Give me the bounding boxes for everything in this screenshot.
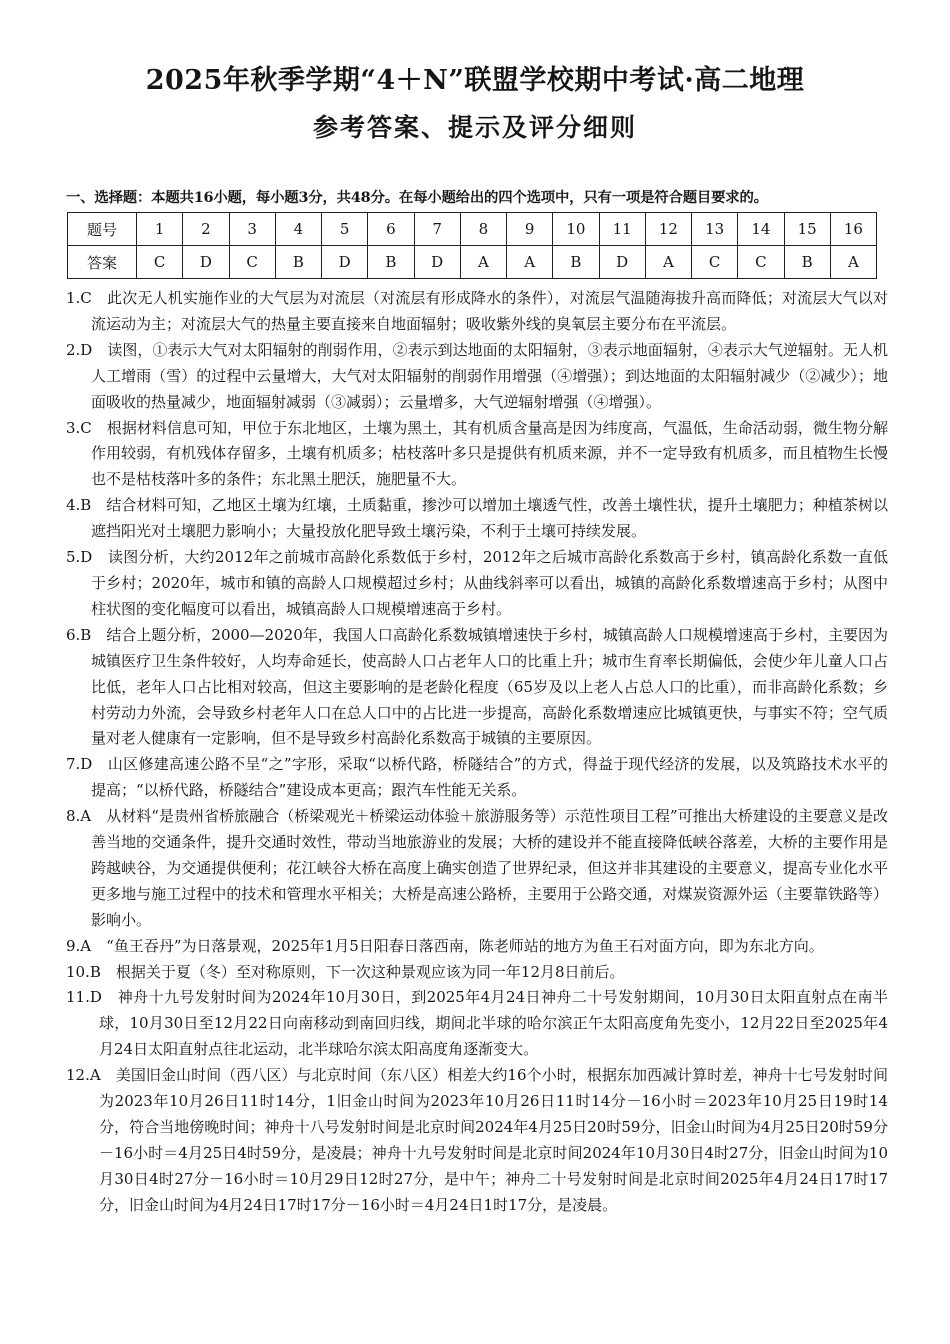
question-number: 5 [322, 213, 368, 246]
answer-cell: D [599, 246, 645, 279]
explanation-item [66, 623, 888, 753]
explanation-item [66, 286, 888, 338]
explanation-item [66, 416, 888, 494]
item-number: 9.A [66, 936, 92, 955]
item-number: 12.A [66, 1066, 101, 1085]
section-heading: 一、选择题：本题共16小题，每小题3分，共48分。在每小题给出的四个选项中，只有一项是符合题目要求的。 [66, 189, 768, 206]
explanation-item [66, 752, 888, 804]
item-text: 读图分析，大约2012年之前城市高龄化系数低于乡村，2012年之后城市高龄化系数高于乡村，镇高龄化系数一直低于乡村；2020年，城市和镇的高龄人口规模超过乡村；从曲线斜率可以看出，城镇的高龄化系数增速高于乡村；从图中柱状图的变化幅度可以看出，城镇高龄人口规模增速高于乡村。 [91, 548, 888, 618]
question-number: 7 [414, 213, 460, 246]
answer-cell: C [738, 246, 784, 279]
item-number: 10.B [66, 962, 101, 981]
answer-table [67, 212, 877, 279]
page-subtitle: 参考答案、提示及评分细则 [312, 113, 637, 142]
item-text: 结合上题分析，2000—2020年，我国人口高龄化系数城镇增速快于乡村，城镇高龄人口规模增速高于乡村，主要因为城镇医疗卫生条件较好，人均寿命延长，使高龄人口占老年人口的比重上升；城市生育率长期偏低，会使少年儿童人口占比低，老年人口占比相对较高，但这主要影响的是老龄化程度（65岁及以上老人占总人口的比重），而非高龄化系数；乡村劳动力外流，会导致乡村老年人口在总人口中的占比进一步提高，高龄化系数增速应比城镇更快，与事实不符；空气质量对老人健康有一定影响，但不是导致乡村高龄化系数高于城镇的主要原因。 [91, 625, 888, 748]
item-text: 结合材料可知，乙地区土壤为红壤，土质黏重，掺沙可以增加土壤透气性，改善土壤性状，提升土壤肥力；种植茶树以遮挡阳光对土壤肥力影响小；大量投放化肥导致土壤污染，不利于土壤可持续发展。 [91, 496, 888, 541]
item-text: 神舟十九号发射时间为2024年10月30日，到2025年4月24日神舟二十号发射期间，10月30日太阳直射点在南半球，10月30日至12月22日向南移动到南回归线，期间北半球的哈尔滨正午太阳高度角先变小，12月22日至2025年4月24日太阳直射点往北运动，北半球哈尔滨太阳高度角逐渐变大。 [99, 988, 888, 1059]
item-number: 4.B [66, 496, 92, 515]
item-number: 2.D [66, 340, 93, 359]
answer-cell: B [784, 246, 830, 279]
item-text: 从材料“是贵州省桥旅融合（桥梁观光＋桥梁运动体验＋旅游服务等）示范性项目工程”可推出大桥建设的主要意义是改善当地的交通条件，提升交通时效性，带动当地旅游业的发展；大桥的建设并不能直接降低峡谷落差，大桥的主要作用是跨越峡谷，为交通提供便利；花江峡谷大桥在高度上确实创造了世界纪录，但这并非其建设的主要意义，提高专业化水平更多地与施工过程中的技术和管理水平相关；大桥是高速公路桥，主要用于公路交通，对煤炭资源外运（主要靠铁路等）影响小。 [91, 807, 888, 929]
item-number: 1.C [66, 289, 92, 307]
question-number: 16 [830, 213, 876, 246]
answer-cell: A [645, 246, 691, 279]
explanation-item [66, 934, 888, 960]
question-number: 10 [553, 213, 599, 246]
explanations-list [66, 286, 888, 1219]
item-text: 根据关于夏（冬）至对称原则，下一次这种景观应该为同一年12月8日前后。 [115, 962, 625, 981]
explanation-item [66, 493, 888, 545]
question-number: 13 [692, 213, 738, 246]
answer-cell: A [507, 246, 553, 279]
explanation-item [66, 960, 888, 986]
table-row-answers [68, 246, 877, 279]
item-text: 此次无人机实施作业的大气层为对流层（对流层有形成降水的条件），对流层气温随海拔升高而降低；对流层大气以对流运动为主；对流层大气的热量主要直接来自地面辐射；吸收紫外线的臭氧层主要分布在平流层。 [91, 289, 888, 333]
explanation-item [66, 985, 888, 1063]
answer-cell: C [137, 246, 183, 279]
question-number: 2 [183, 213, 229, 246]
answer-cell: D [322, 246, 368, 279]
question-number: 3 [229, 213, 275, 246]
question-number: 1 [137, 213, 183, 246]
item-number: 7.D [66, 755, 93, 774]
question-number: 12 [645, 213, 691, 246]
answer-cell: B [553, 246, 599, 279]
answer-cell: A [460, 246, 506, 279]
question-number: 8 [460, 213, 506, 246]
question-number: 15 [784, 213, 830, 246]
question-number: 6 [368, 213, 414, 246]
page-title: 2025年秋季学期“4＋N”联盟学校期中考试·高二地理 [145, 65, 805, 96]
item-number: 8.A [66, 807, 92, 826]
question-number: 14 [738, 213, 784, 246]
item-text: 山区修建高速公路不呈“之”字形，采取“以桥代路，桥隧结合”的方式，得益于现代经济的发展，以及筑路技术水平的提高；“以桥代路，桥隧结合”建设成本更高；跟汽车性能无关系。 [91, 755, 888, 800]
row-label-number: 题号 [68, 213, 137, 246]
answer-cell: D [183, 246, 229, 279]
answer-cell: A [830, 246, 876, 279]
answer-cell: B [368, 246, 414, 279]
item-text: 美国旧金山时间（西八区）与北京时间（东八区）相差大约16个小时，根据东加西减计算时差，神舟十七号发射时间为2023年10月26日11时14分，1旧金山时间为2023年10月26日11时14分－16小时＝2023年10月25日19时14分，符合当地傍晚时间；神舟十八号发射时间是北京时间2024年4月25日20时59分，旧金山时间为4月25日20时59分－16小时＝4月25日4时59分，是凌晨；神舟十九号发射时间是北京时间2024年10月30日4时27分，旧金山时间为10月30日4时27分－16小时＝10月29日12时27分，是中午；神舟二十号发射时间是北京时间2025年4月24日17时17分，旧金山时间为4月24日17时17分－16小时＝4月24日1时17分，是凌晨。 [99, 1066, 888, 1214]
table-row-numbers [68, 213, 877, 246]
item-number: 11.D [66, 988, 102, 1007]
question-number: 11 [599, 213, 645, 246]
explanation-item [66, 338, 888, 416]
item-number: 5.D [66, 548, 93, 567]
answer-cell: D [414, 246, 460, 279]
item-number: 3.C [66, 418, 92, 437]
question-number: 9 [507, 213, 553, 246]
item-text: 根据材料信息可知，甲位于东北地区，土壤为黑土，其有机质含量高是因为纬度高，气温低，生命活动弱，微生物分解作用较弱，有机残体存留多，土壤有机质多；枯枝落叶多只是提供有机质来源，并不一定导致有机质多，而且植物生长慢也不是枯枝落叶多的条件；东北黑土肥沃，施肥量不大。 [91, 418, 888, 489]
answer-cell: B [275, 246, 321, 279]
explanation-item [66, 804, 888, 934]
item-number: 6.B [66, 625, 92, 644]
row-label-answer: 答案 [68, 246, 137, 279]
explanation-item [66, 1063, 888, 1218]
item-text: 读图，①表示大气对太阳辐射的削弱作用，②表示到达地面的太阳辐射，③表示地面辐射，④表示大气逆辐射。无人机人工增雨（雪）的过程中云量增大，大气对太阳辐射的削弱作用增强（④增强）；到达地面的太阳辐射减少（②减少）；地面吸收的热量减少，地面辐射减弱（③减弱）；云量增多，大气逆辐射增强（④增强）。 [91, 340, 888, 411]
explanation-item [66, 545, 888, 623]
question-number: 4 [275, 213, 321, 246]
answer-cell: C [692, 246, 738, 279]
answer-cell: C [229, 246, 275, 279]
item-text: “鱼王吞丹”为日落景观，2025年1月5日阳春日落西南，陈老师站的地方为鱼王石对面方向，即为东北方向。 [106, 936, 824, 955]
